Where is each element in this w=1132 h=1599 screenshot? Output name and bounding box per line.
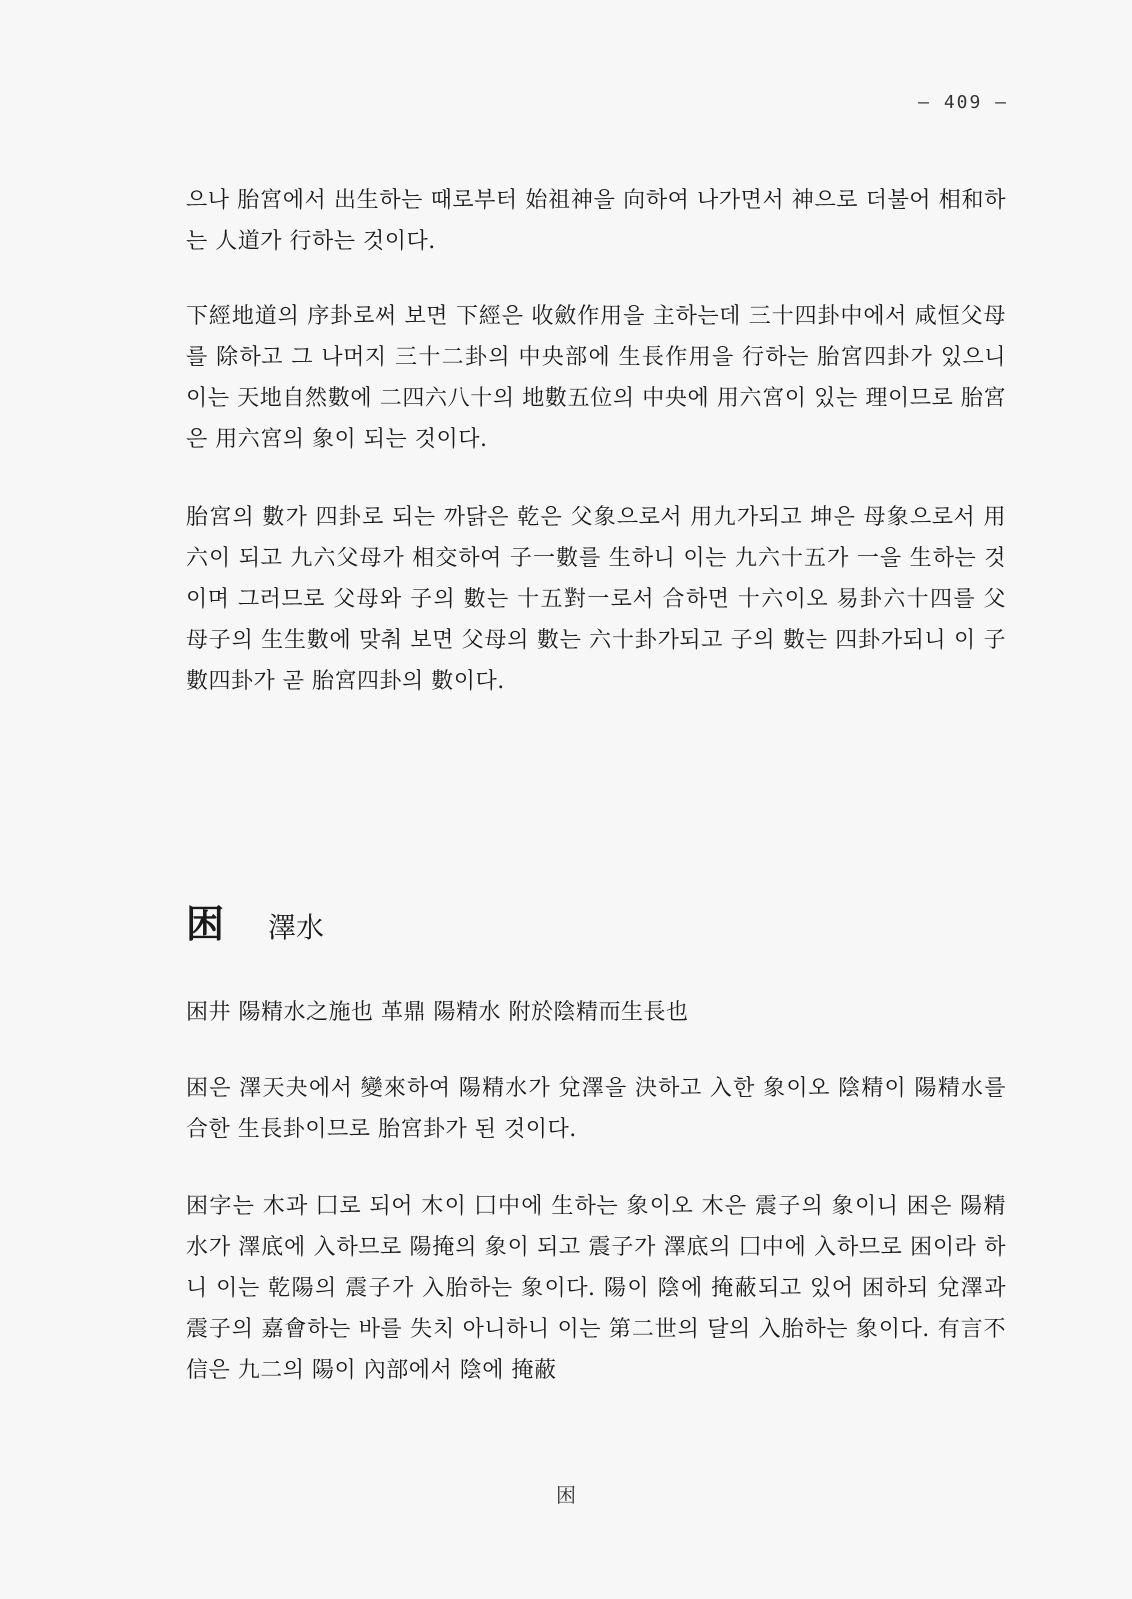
section-heading xyxy=(186,893,324,948)
paragraph-3: 胎宮의 數가 四卦로 되는 까닭은 乾은 父象으로서 用九가되고 坤은 母象으로서 用六이 되고 九六父母가 相交하여 子一數를 生하니 이는 九六十五가 一을 生하는 것이며 그러므로 父母와 子의 數는 十五對一로서 合하면 十六이오 易卦六十四를 父母子의 生生數에 맞춰 보면 父母의 數는 六十卦가되고 子의 數는 四卦가되니 이 子數四卦가 곧 胎宮四卦의 數이다. xyxy=(186,505,1006,694)
paragraph-1: 으나 胎宮에서 出生하는 때로부터 始祖神을 向하여 나가면서 神으로 더불어 相和하는 人道가 行하는 것이다. xyxy=(186,188,1006,254)
hexagram-name: 困 xyxy=(186,901,225,946)
page-footer: 困 xyxy=(556,1483,576,1507)
paragraph-4: 困은 澤天夬에서 變來하여 陽精水가 兌澤을 決하고 入한 象이오 陰精이 陽精水를 合한 生長卦이므로 胎宮卦가 된 것이다. xyxy=(186,1076,1006,1142)
section-subtitle: 困井 陽精水之施也 革鼎 陽精水 附於陰精而生長也 xyxy=(186,1000,689,1025)
hexagram-subtitle: 澤水 xyxy=(268,911,325,944)
page-number: – 409 – xyxy=(918,92,1008,113)
paragraph-5: 困字는 木과 囗로 되어 木이 囗中에 生하는 象이오 木은 震子의 象이니 困은 陽精水가 澤底에 入하므로 陽掩의 象이 되고 震子가 澤底의 囗中에 入하므로 困이라 하니 이는 乾陽의 震子가 入胎하는 象이다. 陽이 陰에 掩蔽되고 있어 困하되 兌澤과 震子의 嘉會하는 바를 失치 아니하니 이는 第二世의 달의 入胎하는 象이다. 有言不信은 九二의 陽이 內部에서 陰에 掩蔽 xyxy=(186,1194,1006,1383)
paragraph-2: 下經地道의 序卦로써 보면 下經은 收斂作用을 主하는데 三十四卦中에서 咸恒父母를 除하고 그 나머지 三十二卦의 中央部에 生長作用을 行하는 胎宮四卦가 있으니 이는 天地自然數에 二四六八十의 地數五位의 中央에 用六宮이 있는 理이므로 胎宮은 用六宮의 象이 되는 것이다. xyxy=(186,304,1006,452)
